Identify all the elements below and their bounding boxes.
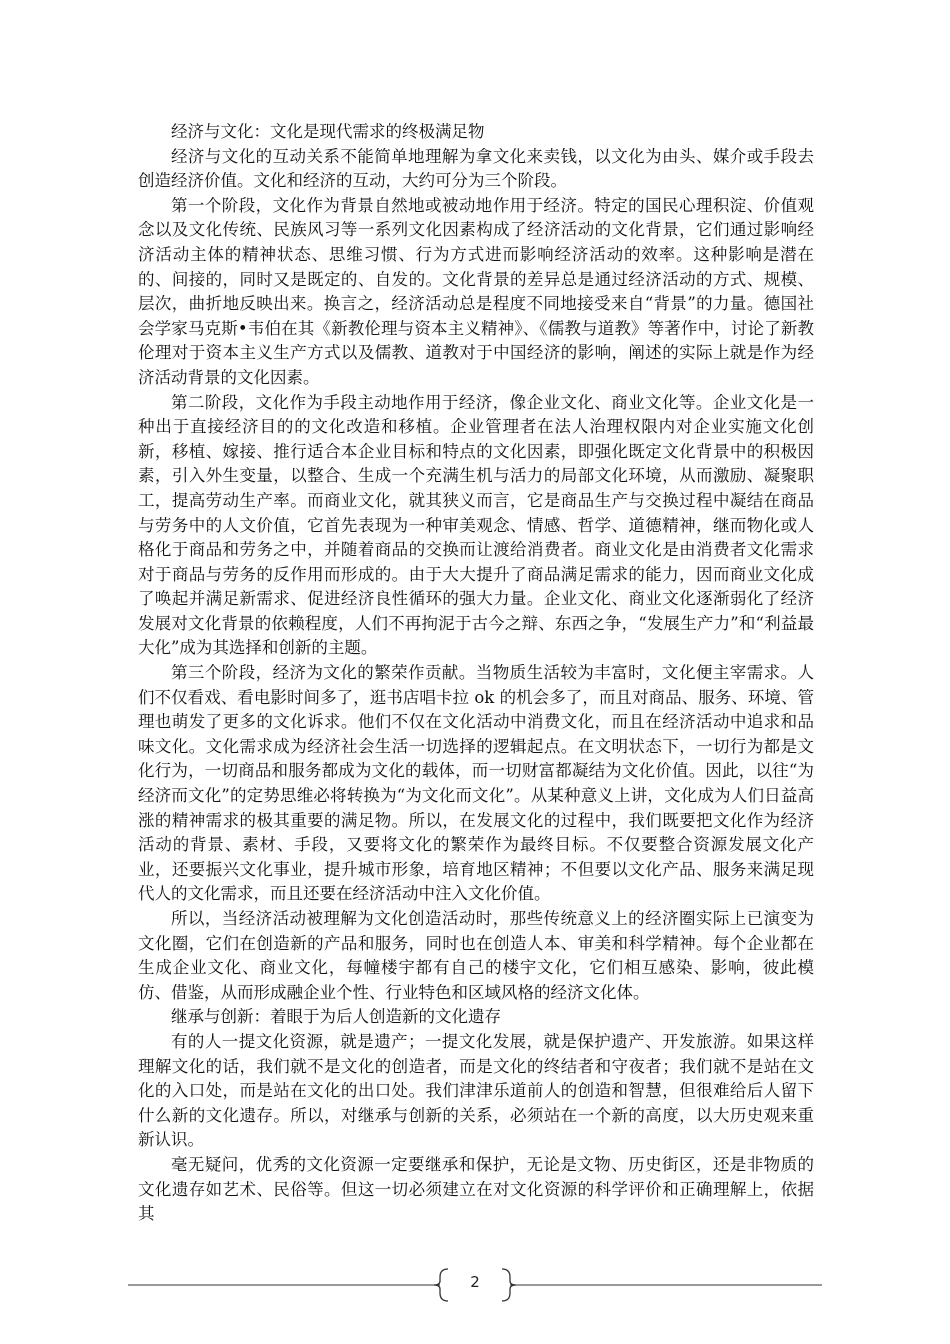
paragraph: 毫无疑问，优秀的文化资源一定要继承和保护，无论是文物、历史街区，还是非物质的文化遗存如艺术、民俗等。但这一切必须建立在对文化资源的科学评价和正确理解上，依据其: [138, 1154, 814, 1224]
document-body: [138, 120, 814, 1227]
section-heading: 经济与文化：文化是现代需求的终极满足物: [171, 122, 485, 141]
paragraph: 经济与文化的互动关系不能简单地理解为拿文化来卖钱，以文化为由头、媒介或手段去创造经济价值。文化和经济的互动，大约可分为三个阶段。: [138, 146, 814, 191]
page-number: 2: [470, 1273, 480, 1291]
section-heading: 继承与创新：着眼于为后人创造新的文化遗存: [171, 1007, 501, 1027]
page-footer: [128, 1267, 822, 1303]
paragraph: 第三个阶段，经济为文化的繁荣作贡献。当物质生活较为丰富时，文化便主宰需求。人们不仅看戏、看电影时间多了，逛书店唱卡拉 ok 的机会多了，而且对商品、服务、环境、管理也萌发了更多的文化诉求。他们不仅在文化活动中消费文化，而且在经济活动中追求和品味文化。文化需求成为经济社会生活一切选择的逻辑起点。在文明状态下，一切行为都是文化行为，一切商品和服务都成为文化的载体，而一切财富都凝结为文化价值。因此，以往“为经济而文化”的定势思维必将转换为“为文化而文化”。从某种意义上讲，文化成为人们日益高涨的精神需求的极其重要的满足物。所以，在发展文化的过程中，我们既要把文化作为经济活动的背景、素材、手段，又要将文化的繁荣作为最终目标。不仅要整合资源发展文化产业，还要振兴文化事业，提升城市形象，培育地区精神；不但要以文化产品、服务来满足现代人的文化需求，而且还要在经济活动中注入文化价值。: [138, 663, 814, 904]
paragraph: 有的人一提文化资源，就是遗产；一提文化发展，就是保护遗产、开发旅游。如果这样理解文化的话，我们就不是文化的创造者，而是文化的终结者和守夜者；我们就不是站在文化的入口处，而是站在文化的出口处。我们津津乐道前人的创造和智慧，但很难给后人留下什么新的文化遗存。所以，对继承与创新的关系，必须站在一个新的高度，以大历史观来重新认识。: [138, 1031, 814, 1150]
paragraph: 所以，当经济活动被理解为文化创造活动时，那些传统意义上的经济圈实际上已演变为文化圈，它们在创造新的产品和服务，同时也在创造人本、审美和科学精神。每个企业都在生成企业文化、商业文化，每幢楼宇都有自己的楼宇文化，它们相互感染、影响，彼此模仿、借鉴，从而形成融企业个性、行业特色和区域风格的经济文化体。: [138, 909, 814, 1002]
paragraph: 第一个阶段，文化作为背景自然地或被动地作用于经济。特定的国民心理积淀、价值观念以及文化传统、民族风习等一系列文化因素构成了经济活动的文化背景，它们通过影响经济活动主体的精神状态、思维习惯、行为方式进而影响经济活动的效率。这种影响是潜在的、间接的，同时又是既定的、自发的。文化背景的差异总是通过经济活动的方式、规模、层次，曲折地反映出来。换言之，经济活动总是程度不同地接受来自“背景”的力量。德国社会学家马克斯•韦伯在其《新教伦理与资本主义精神》、《儒教与道教》等著作中，讨论了新教伦理对于资本主义生产方式以及儒教、道教对于中国经济的影响，阐述的实际上就是作为经济活动背景的文化因素。: [138, 195, 814, 387]
paragraph: 第二阶段，文化作为手段主动地作用于经济，像企业文化、商业文化等。企业文化是一种出于直接经济目的的文化改造和移植。企业管理者在法人治理权限内对企业实施文化创新，移植、嫁接、推行适合本企业目标和特点的文化因素，即强化既定文化背景中的积极因素，引入外生变量，以整合、生成一个充满生机与活力的局部文化环境，从而激励、凝聚职工，提高劳动生产率。而商业文化，就其狭义而言，它是商品生产与交换过程中凝结在商品与劳务中的人文价值，它首先表现为一种审美观念、情感、哲学、道德精神，继而物化或人格化于商品和劳务之中，并随着商品的交换而让渡给消费者。商业文化是由消费者文化需求对于商品与劳务的反作用而形成的。由于大大提升了商品满足需求的能力，因而商业文化成了唤起并满足新需求、促进经济良性循环的强大力量。企业文化、商业文化逐渐弱化了经济发展对文化背景的依赖程度，人们不再拘泥于古今之辩、东西之争，“发展生产力”和“利益最大化”成为其选择和创新的主题。: [138, 392, 814, 658]
